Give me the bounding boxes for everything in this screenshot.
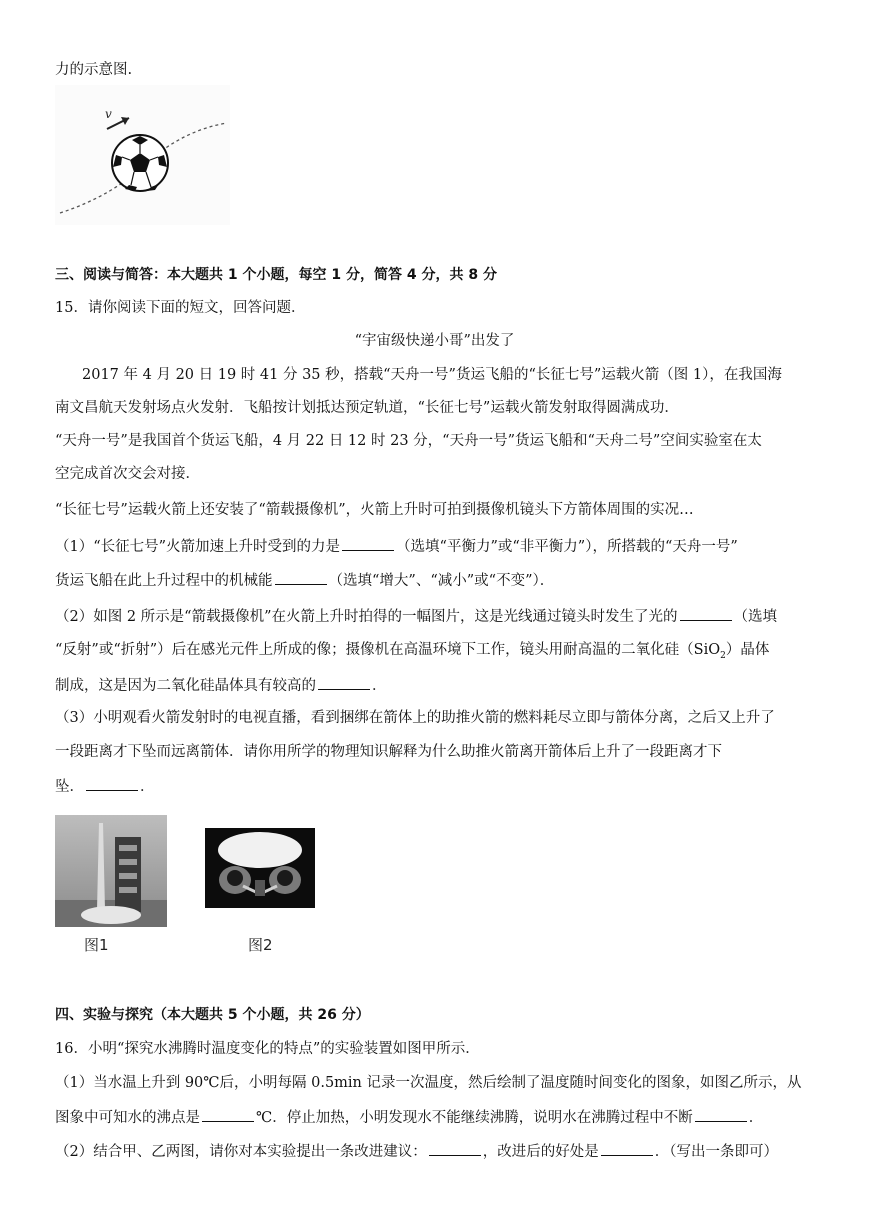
q16-1-text-a: 图象中可知水的沸点是 xyxy=(55,1110,200,1126)
para2-line1: “天舟一号”是我国首个货运飞船，4 月 22 日 12 时 23 分，“天舟一号”货运飞船和“天舟二号”空间实验室在太 xyxy=(55,433,762,449)
q2-text-e: 制成，这是因为二氧化硅晶体具有较高的 xyxy=(55,678,316,694)
q16-1-line1: （1）当水温上升到 90℃后，小明每隔 0.5min 记录一次温度，然后绘制了温度随时间变化的图象，如图乙所示，从 xyxy=(55,1075,802,1091)
answer-blank[interactable] xyxy=(318,675,370,690)
q16-1-line2 xyxy=(55,1107,763,1128)
q2-text-b: （选填 xyxy=(733,609,777,625)
q16-2-text-c: ．（写出一条即可） xyxy=(654,1144,778,1160)
q3-text-a: 坠． xyxy=(55,779,84,795)
answer-blank[interactable] xyxy=(202,1107,254,1122)
q16-1-text-c: ． xyxy=(748,1110,764,1126)
answer-blank[interactable] xyxy=(342,536,394,551)
fig1-label: 图1 xyxy=(84,936,109,954)
q3-line1: （3）小明观看火箭发射时的电视直播，看到捆绑在箭体上的助推火箭的燃料耗尽立即与箭体分离，之后又上升了 xyxy=(55,710,775,726)
top-text: 力的示意图. xyxy=(55,62,133,78)
q16-2-text-a: （2）结合甲、乙两图，请你对本实验提出一条改进建议： xyxy=(55,1144,427,1160)
answer-blank[interactable] xyxy=(275,570,327,585)
q3-text-b: ． xyxy=(140,779,155,795)
soccer-ball-figure xyxy=(55,85,230,225)
q16-1-text-b: ℃．停止加热，小明发现水不能继续沸腾，说明水在沸腾过程中不断 xyxy=(256,1110,693,1126)
q16-2-line xyxy=(55,1141,778,1162)
q16-intro: 16．小明“探究水沸腾时温度变化的特点”的实验装置如图甲所示． xyxy=(55,1041,480,1057)
velocity-label: v xyxy=(105,107,112,121)
fig2-label: 图2 xyxy=(248,936,273,954)
q2-text-a: （2）如图 2 所示是“箭载摄像机”在火箭上升时拍得的一幅图片，这是光线通过镜头时发生了光的 xyxy=(55,609,678,625)
answer-blank[interactable] xyxy=(695,1107,747,1122)
para3: “长征七号”运载火箭上还安装了“箭载摄像机”，火箭上升时可拍到摄像机镜头下方箭体周围的实况… xyxy=(55,502,694,518)
q2-text-d: ）晶体 xyxy=(725,642,770,658)
q2-line1 xyxy=(55,606,777,627)
camera-view-photo xyxy=(205,828,315,908)
q1-text-b: （选填“平衡力”或“非平衡力”），所搭载的“天舟一号” xyxy=(396,539,738,555)
q2-line3 xyxy=(55,675,387,696)
rocket-launch-photo xyxy=(55,815,167,927)
para1-line2: 南文昌航天发射场点火发射．飞船按计划抵达预定轨道，“长征七号”运载火箭发射取得圆满成功． xyxy=(55,400,679,416)
answer-blank[interactable] xyxy=(86,776,138,791)
q1-line1 xyxy=(55,536,738,557)
q3-line3 xyxy=(55,776,155,797)
q1-text-a: （1）“长征七号”火箭加速上升时受到的力是 xyxy=(55,539,341,555)
answer-blank[interactable] xyxy=(601,1141,653,1156)
answer-blank[interactable] xyxy=(680,606,732,621)
answer-blank[interactable] xyxy=(429,1141,481,1156)
q2-text-f: ． xyxy=(372,678,387,694)
q2-line2 xyxy=(55,640,769,666)
para2-line2: 空完成首次交会对接． xyxy=(55,466,200,482)
q1-text-d: （选填“增大”、“减小”或“不变”）． xyxy=(328,573,555,589)
q1-line2 xyxy=(55,570,554,591)
q3-line2: 一段距离才下坠而远离箭体．请你用所学的物理知识解释为什么助推火箭离开箭体后上升了一段距离才下 xyxy=(55,744,722,760)
q15-intro: 15．请你阅读下面的短文，回答问题． xyxy=(55,300,306,316)
section3-heading: 三、阅读与简答：本大题共 1 个小题，每空 1 分，简答 4 分，共 8 分 xyxy=(55,267,497,283)
section4-heading: 四、实验与探究（本大题共 5 个小题，共 26 分） xyxy=(55,1007,370,1023)
q16-2-text-b: ，改进后的好处是 xyxy=(482,1144,599,1160)
q2-subscript: 2 xyxy=(720,650,726,661)
q2-text-c: “反射”或“折射”）后在感光元件上所成的像；摄像机在高温环境下工作，镜头用耐高温的二氧化硅（SiO xyxy=(55,642,721,658)
soccer-ball-icon xyxy=(112,135,168,191)
article-title: “宇宙级快递小哥”出发了 xyxy=(354,333,515,349)
q1-text-c: 货运飞船在此上升过程中的机械能 xyxy=(55,573,273,589)
para1-line1: 2017 年 4 月 20 日 19 时 41 分 35 秒，搭载“天舟一号”货运飞船的“长征七号”运载火箭（图 1），在我国海 xyxy=(82,367,782,383)
